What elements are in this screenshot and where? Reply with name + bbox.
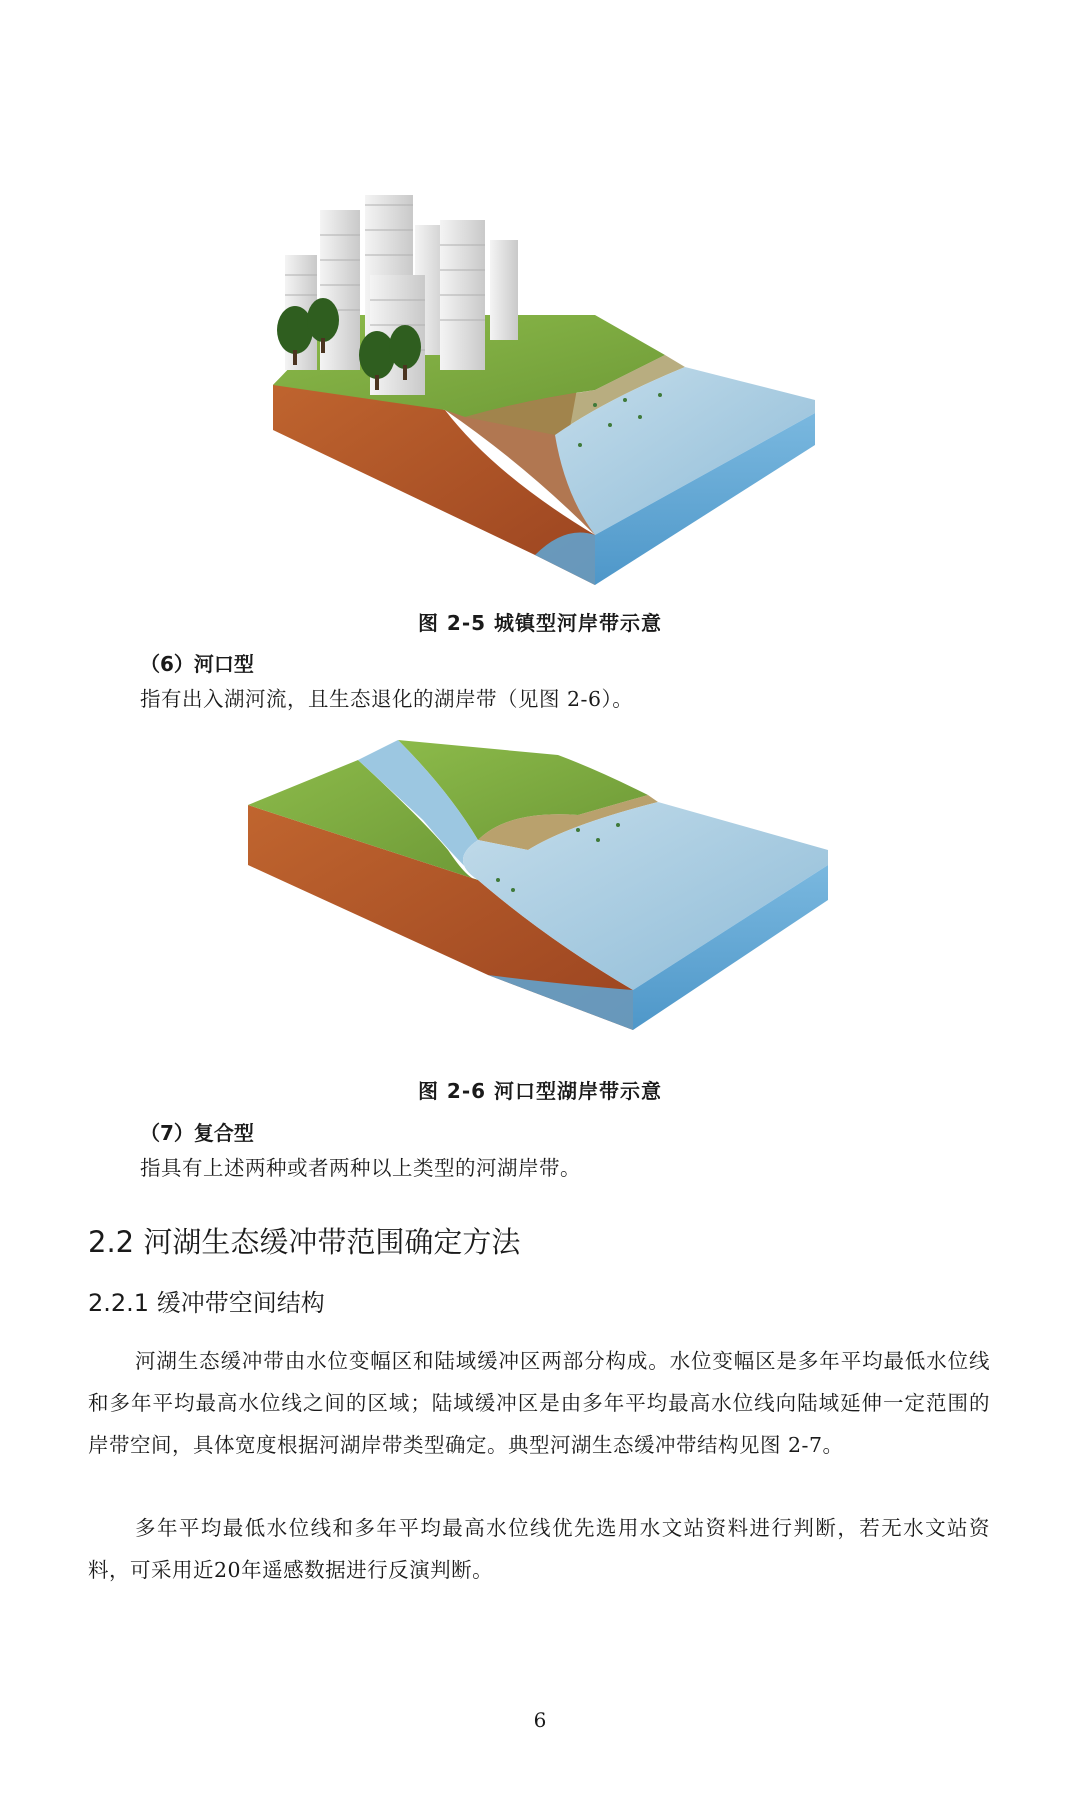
paragraph-2: 多年平均最低水位线和多年平均最高水位线优先选用水文站资料进行判断，若无水文站资料，可采用近20年遥感数据进行反演判断。 — [88, 1516, 990, 1582]
figure-caption-2-5: 图 2-5 城镇型河岸带示意 — [417, 611, 663, 635]
section-title: 2.2 河湖生态缓冲带范围确定方法 — [88, 1225, 521, 1259]
paragraph-1: 河湖生态缓冲带由水位变幅区和陆域缓冲区两部分构成。水位变幅区是多年平均最低水位线和多年平均最高水位线之间的区域；陆域缓冲区是由多年平均最高水位线向陆域延伸一定范围的岸带空间，具体宽度根据河湖岸带类型确定。典型河湖生态缓冲带结构见图 2-7。 — [88, 1349, 990, 1457]
subsection-title: 2.2.1 缓冲带空间结构 — [88, 1289, 325, 1317]
item-7-heading: （7）复合型 — [140, 1121, 254, 1145]
item-6-text: 指有出入湖河流，且生态退化的湖岸带（见图 2-6）。 — [140, 687, 634, 711]
figure-caption-2-6: 图 2-6 河口型湖岸带示意 — [417, 1079, 663, 1103]
estuary-lakeshore-illustration — [248, 740, 828, 1030]
urban-riverbank-illustration — [265, 195, 815, 590]
item-6-heading: （6）河口型 — [140, 652, 254, 676]
page-number: 6 — [533, 1708, 547, 1732]
item-7-text: 指具有上述两种或者两种以上类型的河湖岸带。 — [140, 1156, 581, 1180]
